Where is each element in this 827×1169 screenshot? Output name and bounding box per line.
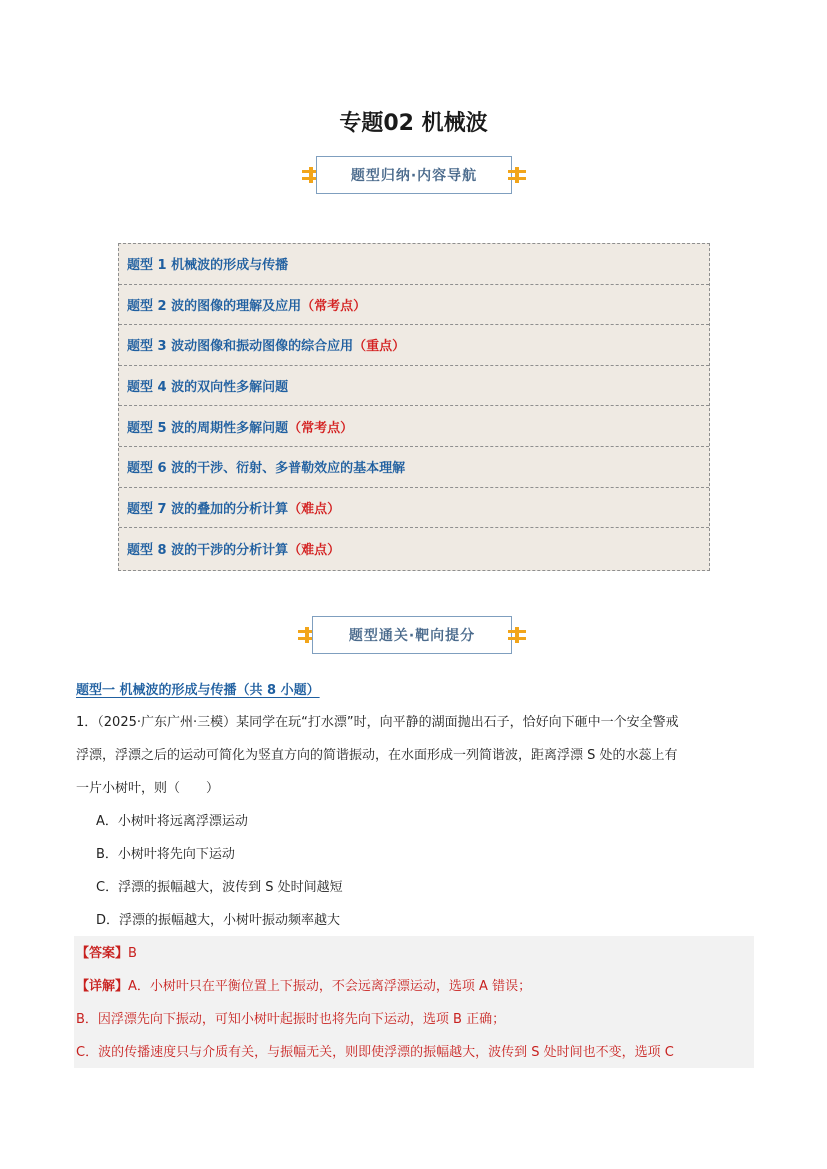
banner-right-ornament-icon <box>508 167 526 183</box>
banner-practice <box>298 616 526 654</box>
answer-value: B <box>128 946 137 961</box>
detail-label: 【详解】 <box>76 979 129 994</box>
answer-label: 【答案】 <box>76 946 129 961</box>
question-line-1: 1．（2025·广东广州·三模）某同学在玩“打水漂”时，向平静的湖面抛出石子，恰好向下砸中一个安全警戒 <box>76 715 679 730</box>
question-line-3: 一片小树叶，则（ ） <box>76 781 220 796</box>
content-navigation <box>118 243 710 571</box>
nav-item-8[interactable]: 题型 8 波的干涉的分析计算 （难点） <box>119 528 709 569</box>
nav-item-6[interactable]: 题型 6 波的干涉、衍射、多普勒效应的基本理解 <box>119 447 709 488</box>
detail-line-1: 【详解】A．小树叶只在平衡位置上下振动，不会远离浮漂运动，选项 A 错误； <box>76 979 532 994</box>
banner-nav-label: 题型归纳·内容导航 <box>316 156 512 194</box>
option-b: B．小树叶将先向下运动 <box>96 847 235 862</box>
answer-line <box>76 942 137 961</box>
nav-item-3[interactable]: 题型 3 波动图像和振动图像的综合应用 （重点） <box>119 325 709 366</box>
nav-tag: （重点） <box>353 339 406 355</box>
detail-line-3: C．波的传播速度只与介质有关，与振幅无关，则即使浮漂的振幅越大，波传到 S 处时间也不变，选项 C <box>76 1045 674 1060</box>
section-heading[interactable]: 题型一 机械波的形成与传播（共 8 小题） <box>76 683 320 698</box>
option-d: D．浮漂的振幅越大，小树叶振动频率越大 <box>96 913 341 928</box>
detail-line-2: B．因浮漂先向下振动，可知小树叶起振时也将先向下运动，选项 B 正确； <box>76 1012 506 1027</box>
option-a: A．小树叶将远离浮漂运动 <box>96 814 248 829</box>
banner-practice-label: 题型通关·靶向提分 <box>312 616 512 654</box>
nav-item-1[interactable]: 题型 1 机械波的形成与传播 <box>119 244 709 285</box>
nav-tag: （常考点） <box>288 420 354 436</box>
nav-item-7[interactable]: 题型 7 波的叠加的分析计算 （难点） <box>119 488 709 529</box>
answer-block <box>74 936 754 1068</box>
banner-nav <box>302 156 526 194</box>
nav-tag: （难点） <box>288 501 341 517</box>
option-c: C．浮漂的振幅越大，波传到 S 处时间越短 <box>96 880 343 895</box>
nav-item-2[interactable]: 题型 2 波的图像的理解及应用 （常考点） <box>119 285 709 326</box>
banner-right-ornament-icon <box>508 627 526 643</box>
nav-tag: （常考点） <box>301 298 367 314</box>
page-title: 专题02 机械波 <box>339 111 488 136</box>
nav-item-5[interactable]: 题型 5 波的周期性多解问题 （常考点） <box>119 406 709 447</box>
question-line-2: 浮漂，浮漂之后的运动可简化为竖直方向的简谐振动，在水面形成一列简谐波，距离浮漂 S 处的水蕊上有 <box>76 748 678 763</box>
nav-item-4[interactable]: 题型 4 波的双向性多解问题 <box>119 366 709 407</box>
nav-tag: （难点） <box>288 542 341 558</box>
